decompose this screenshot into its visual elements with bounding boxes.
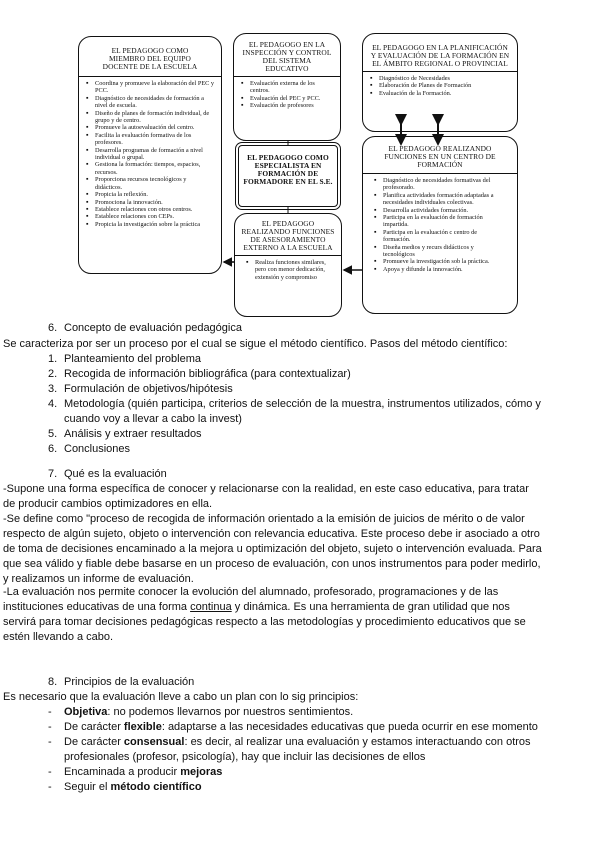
box-equipo-docente [78, 36, 222, 274]
section8-heading: Principios de la evaluación [64, 676, 195, 688]
list-item: ▪ Apoya y difunde la innovación. [383, 266, 501, 273]
box-inspeccion-title: EL PEDAGOGO EN LA INSPECCIÓN Y CONTROL DEL SISTEMA EDUCATIVO [242, 40, 332, 73]
dash-bullet: - [48, 736, 52, 748]
list-item: ▪ Diseña medios y recurs didácticos y tecnológicos [383, 244, 501, 259]
step-text: Metodología (quién participa, criterios de selección de la muestra, instrumentos utilizados, cómo y [64, 398, 541, 410]
step-number: 5. [48, 428, 58, 440]
section6-heading: Concepto de evaluación pedagógica [64, 322, 242, 334]
paragraph-line: de producir cambios optimizadores en ella. [3, 498, 213, 510]
section7-last-b-post: y dinámica. Es una herramienta de gran utilidad que nos [231, 601, 510, 613]
step-text: Análisis y extraer resultados [64, 428, 202, 440]
principle-post: : no podemos llevarnos por nuestros sentimientos. [107, 706, 354, 718]
dash-bullet: - [48, 721, 52, 733]
list-item: ▪ Participa en la evaluación c centro de formación. [383, 229, 501, 244]
principle-post: : es decir, al realizar una evaluación y estamos interactuando con otros [184, 736, 531, 748]
box-asesoramiento-list [235, 259, 341, 281]
box-asesoramiento-title: EL PEDAGOGO REALIZANDO FUNCIONES DE ASESORAMIENTO EXTERNO A LA ESCUELA [241, 219, 335, 252]
list-item: ▪ Elaboración de Planes de Formación [379, 82, 497, 89]
section7-last-a: -La evaluación nos permite conocer la evolución del alumnado, profesorado, programaciones y de las [3, 586, 499, 598]
section6-intro: Se caracteriza por ser un proceso por el cual se sigue el método científico. Pasos del método científico: [3, 338, 508, 350]
box-planificacion-list [363, 75, 517, 97]
list-item: ▪ Participa en la evaluación de formación impartida. [383, 214, 501, 229]
principle-item-cont: profesionales (profesor, psicología), hay que incluir las decisiones de ellos [64, 751, 426, 763]
dash-bullet: - [48, 766, 52, 778]
paragraph-line: -Supone una forma específica de conocer y relacionarse con la realidad, en este caso educativa, para tratar [3, 483, 529, 495]
step-number: 2. [48, 368, 58, 380]
box-equipo-list [79, 80, 221, 228]
principle-item [64, 780, 202, 794]
principle-pre: De carácter [64, 721, 124, 733]
principle-bold: consensual [123, 736, 185, 748]
step-number: 3. [48, 383, 58, 395]
principle-item [64, 735, 531, 749]
section8-intro: Es necesario que la evaluación lleve a cabo un plan con lo sig principios: [3, 691, 359, 703]
paragraph-line: respecto de algún sujeto, objeto o intervención con relevancia educativa. Este proceso debe ir asociado a otro [3, 528, 540, 540]
list-item: ▪ Diagnóstico de necesidades formativas del profesorado. [383, 177, 501, 192]
principle-pre: Encaminada a producir [64, 766, 181, 778]
section7-last-c: servirá para tomar decisiones pedagógicas respecto a las metodologías y procedimiento educativos que se [3, 616, 526, 628]
principle-pre: De carácter [64, 736, 124, 748]
step-text: Formulación de objetivos/hipótesis [64, 383, 233, 395]
section6-number: 6. [48, 322, 58, 334]
list-item: ▪ Evaluación del PEC y PCC. [250, 95, 334, 102]
section8-number: 8. [48, 676, 58, 688]
list-item: ▪ Promueve la investigación sob la práctica. [383, 258, 501, 265]
list-item: ▪ Coordina y promueve la elaboración del PEC y PCC. [95, 80, 215, 95]
paragraph-line: -Se define como "proceso de recogida de información orientado a la emisión de juicios de mérito o de valor [3, 513, 525, 525]
list-item: ▪ Evaluación de la Formación. [379, 90, 497, 97]
principle-item [64, 720, 538, 734]
list-item: ▪ Gestiona la formación: tiempos, espacios, recursos. [95, 161, 215, 176]
step-text: Planteamiento del problema [64, 353, 201, 365]
list-item: ▪ Desarrolla programas de formación a nivel individual o grupal. [95, 147, 215, 162]
diagram [0, 0, 600, 320]
principle-bold: método científico [110, 781, 202, 793]
principle-post: : adaptarse a las necesidades educativas que pueda ocurrir en ese momento [161, 721, 538, 733]
principle-bold: mejoras [180, 766, 223, 778]
box-inspeccion [233, 33, 341, 141]
principle-bold: flexible [123, 721, 162, 733]
list-item: ▪ Proporciona recursos tecnológicos y didácticos. [95, 176, 215, 191]
list-item: ▪ Establece relaciones con CEPs. [95, 213, 215, 220]
section7-last-d: estén llevando a cabo. [3, 631, 114, 643]
box-inspeccion-list [234, 80, 340, 110]
box-planificacion-title: EL PEDAGOGO EN LA PLANIFICACIÓN Y EVALUACIÓN DE LA FORMACIÓN EN EL ÁMBITO REGIONAL O PROVINCIAL [370, 43, 510, 68]
section7-last-b-pre: instituciones educativas de una forma [3, 601, 191, 613]
step-text: Recogida de información bibliográfica (para contextualizar) [64, 368, 351, 380]
step-number: 1. [48, 353, 58, 365]
list-item: ▪ Evaluación externa de los centros. [250, 80, 334, 95]
list-item: ▪ Diseño de planes de formación individual, de grupo y de centro. [95, 110, 215, 125]
principle-pre: Seguir el [64, 781, 111, 793]
list-item: ▪ Establece relaciones con otros centros. [95, 206, 215, 213]
paragraph-line: de toma de decisiones encaminado a la mejora u optimización del objeto, sujeto o intervención evaluada. Para [3, 543, 542, 555]
list-item: ▪ Evaluación de profesores [250, 102, 334, 109]
underlined-continua: continua [190, 601, 232, 613]
step-number: 6. [48, 443, 58, 455]
principle-item [64, 705, 353, 719]
box-especialista-title: EL PEDAGOGO COMO ESPECIALISTA EN FORMACIÓN DE FORMADORE EN EL S.E. [243, 153, 333, 186]
paragraph-line: que sea válido y fiable debe basarse en un proceso de evaluación, con unos instrumentos para poder medirlo, [3, 558, 541, 570]
section7-heading: Qué es la evaluación [64, 468, 167, 480]
list-item: ▪ Promociona la innovación. [95, 199, 215, 206]
paragraph-line: y realizamos un informe de evaluación. [3, 573, 194, 585]
section7-last-b [3, 600, 510, 614]
list-item: ▪ Promueve la autoevaluación del centro. [95, 124, 215, 131]
box-especialista [238, 145, 338, 207]
step-text-cont: cuando voy a llevar a cabo la invest) [64, 413, 242, 425]
list-item: ▪ Diagnóstico de necesidades de formación a nivel de escuela. [95, 95, 215, 110]
list-item: ▪ Facilita la evaluación formativa de los profesores. [95, 132, 215, 147]
section7-number: 7. [48, 468, 58, 480]
list-item: ▪ Planifica actividades formación adaptadas a necesidades individuales colectivas. [383, 192, 501, 207]
box-planificacion [362, 33, 518, 132]
box-equipo-title: EL PEDAGOGO COMO MIEMBRO DEL EQUIPO DOCENTE DE LA ESCUELA [102, 46, 198, 71]
box-asesoramiento [234, 213, 342, 317]
list-item: ▪ Propicia la reflexión. [95, 191, 215, 198]
box-centro-formacion [362, 136, 518, 314]
step-number: 4. [48, 398, 58, 410]
principle-bold: Objetiva [64, 706, 108, 718]
list-item: ▪ Propicia la investigación sobre la práctica [95, 221, 215, 228]
box-centro-list [363, 177, 517, 273]
list-item: ▪ Desarrolla actividades formación. [383, 207, 501, 214]
step-text: Conclusiones [64, 443, 131, 455]
list-item: ▪ Realiza funciones similares, pero con menor dedicación, extensión y compromiso [255, 259, 329, 281]
principle-item [64, 765, 222, 779]
dash-bullet: - [48, 781, 52, 793]
box-centro-title: EL PEDAGOGO REALIZANDO FUNCIONES EN UN CENTRO DE FORMACIÓN [384, 144, 496, 169]
list-item: ▪ Diagnóstico de Necesidades [379, 75, 497, 82]
dash-bullet: - [48, 706, 52, 718]
